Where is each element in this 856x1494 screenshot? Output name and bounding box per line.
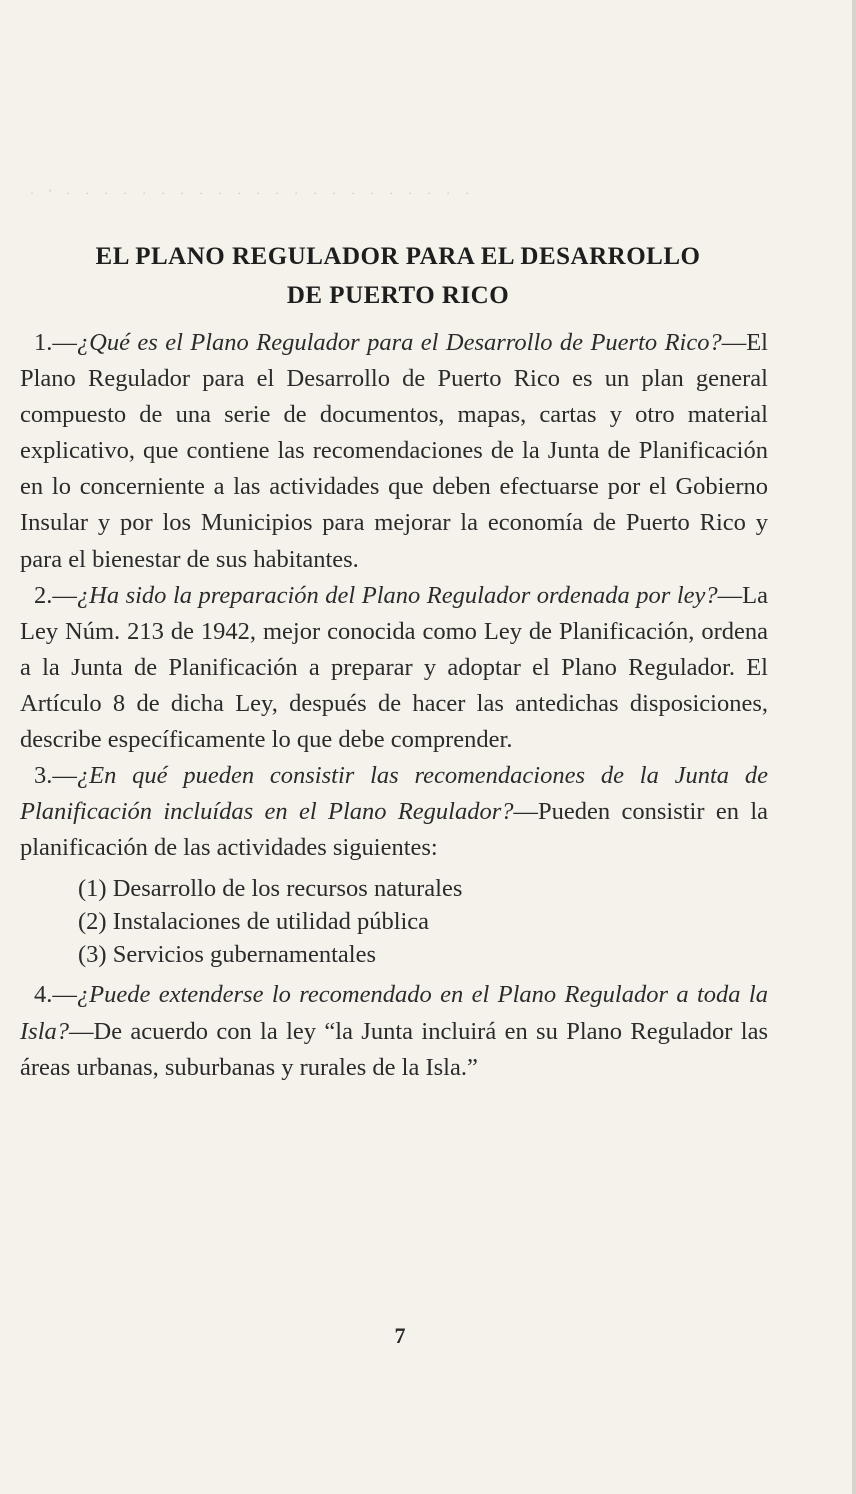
question-text: ¿Ha sido la preparación del Plano Regulador ordenada por ley? — [76, 581, 718, 609]
answer-text: —De acuerdo con la ley “la Junta incluirá en su Plano Regulador las áreas urbanas, suburbanas y rurales de la Isla.” — [20, 1017, 768, 1081]
paragraph-number: 4.— — [34, 981, 77, 1009]
paragraph-3 — [20, 758, 768, 866]
question-text: ¿Qué es el Plano Regulador para el Desarrollo de Puerto Rico? — [76, 329, 722, 356]
question-text: ¿Puede extenderse lo recomendado en el Plano Regulador a toda la Isla? — [20, 981, 768, 1045]
list-item: (3) Servicios gubernamentales — [78, 941, 376, 969]
page-body — [20, 325, 768, 1086]
answer-text: —Pueden consistir en la planificación de las actividades siguientes: — [20, 798, 768, 862]
page-number: 7 — [394, 1323, 406, 1348]
print-specks: · ' · · · · · · · · · · · · · · · · · · · · · · — [30, 186, 476, 200]
page-edge — [852, 0, 856, 1494]
paragraph-1 — [20, 325, 768, 578]
list-item: (1) Desarrollo de los recursos naturales — [78, 875, 463, 903]
paragraph-number: 1.— — [34, 329, 77, 356]
paragraph-2 — [20, 578, 768, 758]
question-text: ¿En qué pueden consistir las recomendaciones de la Junta de Planificación incluídas en el Plano Regulador? — [20, 762, 768, 826]
title-line-2: DE PUERTO RICO — [286, 282, 510, 309]
paragraph-number: 3.— — [34, 762, 77, 790]
paragraph-4 — [20, 977, 768, 1085]
paragraph-number: 2.— — [34, 581, 77, 609]
answer-text: —La Ley Núm. 213 de 1942, mejor conocida como Ley de Planificación, ordena a la Junta de Planificación a preparar y adoptar el Plano Regulador. El Artículo 8 de dicha Ley, después de hacer las antedichas disposiciones, describe específicamente lo que debe comprender. — [20, 581, 768, 754]
title-line-1: EL PLANO REGULADOR PARA EL DESARROLLO — [95, 243, 701, 270]
activities-list — [78, 872, 768, 971]
list-item: (2) Instalaciones de utilidad pública — [78, 908, 430, 936]
answer-text: —El Plano Regulador para el Desarrollo de Puerto Rico es un plan general compuesto de una serie de documentos, mapas, cartas y otro material explicativo, que contiene las recomendaciones de la Junta de Planificación en lo concerniente a las actividades que deben efectuarse por el Gobierno Insular y por los Municipios para mejorar la economía de Puerto Rico y para el bienestar de sus habitantes. — [20, 329, 768, 573]
